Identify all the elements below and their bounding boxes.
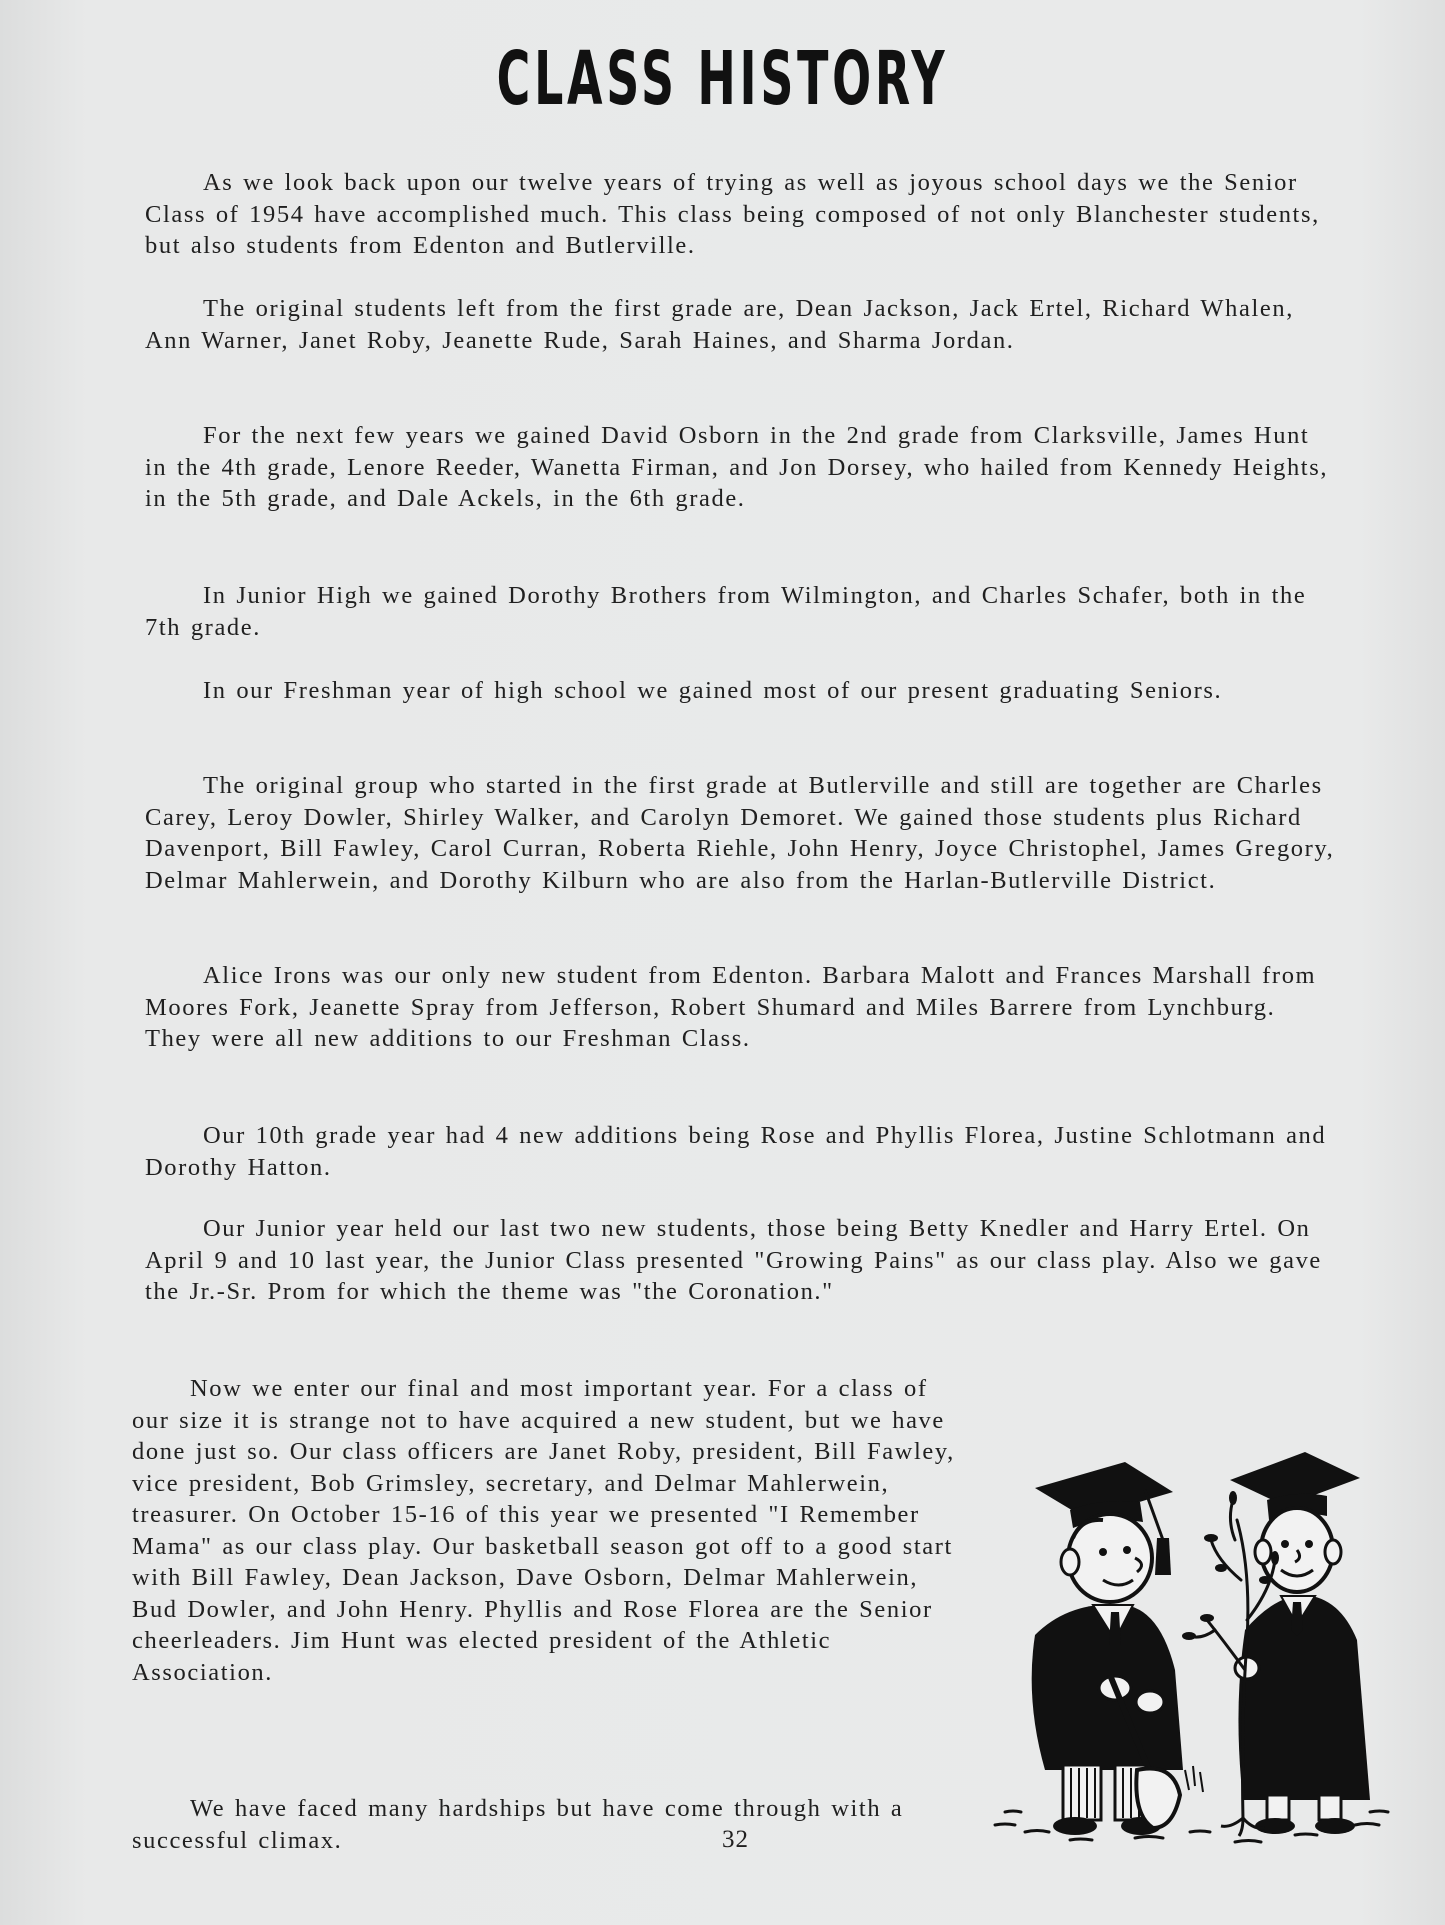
- page-title: CLASS HISTORY: [496, 36, 949, 122]
- graduates-planting-tree-illustration: [975, 1440, 1415, 1860]
- paragraph-edenton: Alice Irons was our only new student from Edenton. Barbara Malott and Frances Marshall from Moores Fork, Jeanette Spray from Jefferson, Robert Shumard and Miles Barrere from Lynchburg. They were all new additions to our Freshman Class.: [145, 962, 1317, 1052]
- paragraph-intro: As we look back upon our twelve years of trying as well as joyous school days we the Senior Class of 1954 have accomplished much. This class being composed of not only Blanchester students, but also students from Edenton and Butlerville.: [145, 169, 1320, 259]
- paragraph-original-students: The original students left from the first grade are, Dean Jackson, Jack Ertel, Richard Whalen, Ann Warner, Janet Roby, Jeanette Rude, Sarah Haines, and Sharma Jordan.: [145, 295, 1294, 354]
- left-graduate: [1032, 1462, 1203, 1835]
- paragraph-freshman-year: In our Freshman year of high school we gained most of our present graduating Seniors.: [203, 677, 1223, 704]
- paragraph-closing: We have faced many hardships but have come through with a successful climax.: [132, 1795, 904, 1854]
- paragraph-junior-high: In Junior High we gained Dorothy Brothers from Wilmington, and Charles Schafer, both in the 7th grade.: [145, 582, 1307, 641]
- paragraph-junior-year: Our Junior year held our last two new students, those being Betty Knedler and Harry Ertel. On April 9 and 10 last year, the Junior Class presented "Growing Pains" as our class play. Also we gave the Jr.-Sr. Prom for which the theme was "the Coronation.": [145, 1215, 1322, 1305]
- paragraph-final-year: Now we enter our final and most important year. For a class of our size it is strange not to have acquired a new student, but we have done just so. Our class officers are Janet Roby, president, Bill Fawley, vice president, Bob Grimsley, secretary, and Delmar Mahlerwein, treasurer. On October 15-16 of this year we presented "I Remember Mama" as our class play. Our basketball season got off to a good start with Bill Fawley, Dean Jackson, Dave Osborn, Delmar Mahlerwein, Bud Dowler, and John Henry. Phyllis and Rose Florea are the Senior cheerleaders. Jim Hunt was elected president of the Athletic Association.: [132, 1375, 955, 1686]
- right-graduate: [1230, 1452, 1370, 1834]
- paragraph-butlerville-group: The original group who started in the first grade at Butlerville and still are together are Charles Carey, Leroy Dowler, Shirley Walker, and Carolyn Demoret. We gained those students plus Richard Davenport, Bill Fawley, Carol Curran, Roberta Riehle, John Henry, Joyce Christophel, James Gregory, Delmar Mahlerwein, and Dorothy Kilburn who are also from the Harlan-Butlerville District.: [145, 772, 1335, 894]
- paragraph-tenth-grade: Our 10th grade year had 4 new additions being Rose and Phyllis Florea, Justine Schlotmann and Dorothy Hatton.: [145, 1122, 1327, 1181]
- paragraph-next-few-years: For the next few years we gained David Osborn in the 2nd grade from Clarksville, James Hunt in the 4th grade, Lenore Reeder, Wanetta Firman, and Jon Dorsey, who hailed from Kennedy Heights, in the 5th grade, and Dale Ackels, in the 6th grade.: [145, 422, 1329, 512]
- page-number: 32: [722, 1826, 749, 1853]
